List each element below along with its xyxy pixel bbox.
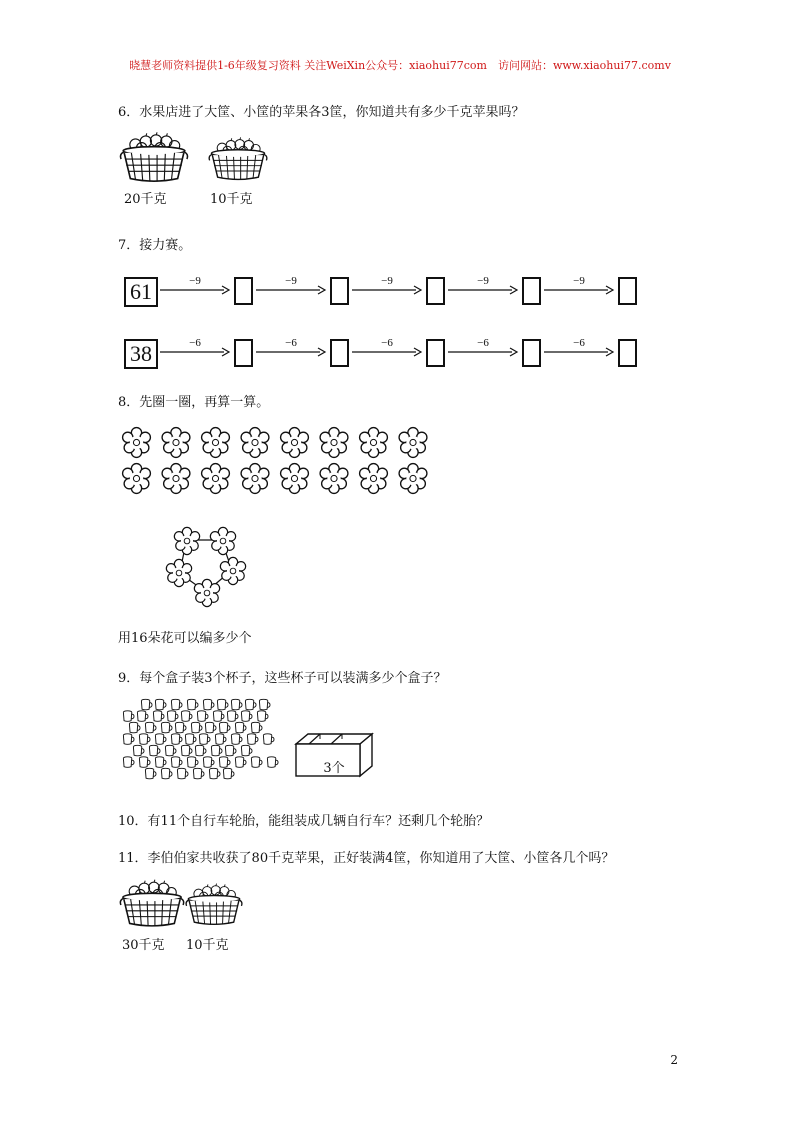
answer-box[interactable] (426, 339, 445, 367)
cup-icon (139, 734, 150, 745)
cup-icon (193, 768, 204, 779)
relay-arrow (446, 277, 520, 303)
cup-icon (195, 745, 206, 756)
cup-icon (217, 699, 228, 710)
cup-icon (231, 699, 242, 710)
cup-icon (123, 734, 134, 745)
cup-icon (181, 745, 192, 756)
relay-arrow (158, 339, 232, 365)
cup-icon (171, 757, 182, 768)
start-number-box: 61 (124, 277, 158, 307)
operation-label: −6 (477, 337, 489, 349)
cup-icon (235, 757, 246, 768)
cup-icon (181, 711, 192, 722)
cup-icon (215, 734, 226, 745)
page-number: 2 (670, 1053, 678, 1067)
cup-icon (223, 768, 234, 779)
small-apple-basket-icon (207, 136, 269, 183)
start-number-box: 38 (124, 339, 158, 369)
answer-box[interactable] (618, 339, 637, 367)
cup-icon (155, 734, 166, 745)
cup-icon (123, 757, 134, 768)
flower-icon (241, 464, 269, 494)
cup-icon (231, 734, 242, 745)
flower-icon (360, 428, 388, 458)
cup-icon (165, 745, 176, 756)
flower-icon (194, 579, 219, 606)
question-9-text: 9．每个盒子装3个杯子，这些杯子可以装满多少个盒子？ (118, 671, 447, 686)
cup-icon (167, 711, 178, 722)
cup-icon (161, 722, 172, 733)
relay-arrow (542, 339, 616, 365)
flower-icon (162, 464, 190, 494)
small-basket-label: 10千克 (210, 192, 253, 207)
cup-icon (161, 768, 172, 779)
cup-icon (199, 734, 210, 745)
cup-icon (251, 757, 262, 768)
flower-grid (118, 424, 438, 498)
big-apple-basket-icon (118, 878, 186, 930)
operation-label: −6 (381, 337, 393, 349)
flower-icon (320, 428, 348, 458)
flower-icon (174, 527, 199, 554)
cup-icon (145, 722, 156, 733)
question-8-prompt: 用16朵花可以编多少个 (118, 631, 252, 646)
cup-icon (197, 711, 208, 722)
flower-icon (210, 527, 235, 554)
operation-label: −9 (381, 275, 393, 287)
flower-icon (399, 464, 427, 494)
operation-label: −6 (285, 337, 297, 349)
flower-icon (166, 559, 191, 586)
cup-icon (137, 711, 148, 722)
flower-icon (162, 428, 190, 458)
cup-icon (171, 734, 182, 745)
flower-icon (360, 464, 388, 494)
answer-box[interactable] (330, 277, 349, 305)
cup-icon (263, 734, 274, 745)
cup-icon (227, 711, 238, 722)
cup-icon (123, 711, 134, 722)
flower-icon (123, 428, 151, 458)
relay-arrow (446, 339, 520, 365)
cup-icon (187, 757, 198, 768)
cup-icon (203, 757, 214, 768)
relay-arrow (350, 339, 424, 365)
relay-arrow (350, 277, 424, 303)
operation-label: −6 (189, 337, 201, 349)
question-7-text: 7．接力赛。 (118, 238, 192, 253)
relay-chain-2 (118, 335, 618, 375)
cup-icon (171, 699, 182, 710)
flower-icon (320, 464, 348, 494)
page-header: 晓慧老师资料提供1-6年级复习资料 关注WeiXin公众号：xiaohui77com 访问网站：www.xiaohui77.comv (129, 59, 671, 72)
answer-box[interactable] (234, 277, 253, 305)
operation-label: −6 (573, 337, 585, 349)
answer-box[interactable] (234, 339, 253, 367)
relay-arrow (254, 339, 328, 365)
cup-icon (187, 699, 198, 710)
question-10-text: 10．有11个自行车轮胎，能组装成几辆自行车？还剩几个轮胎？ (118, 814, 490, 829)
cup-icon (145, 768, 156, 779)
operation-label: −9 (573, 275, 585, 287)
cup-icon (185, 734, 196, 745)
cup-icon (153, 711, 164, 722)
small-apple-basket-icon (184, 880, 244, 930)
big-basket-label: 20千克 (124, 192, 167, 207)
cup-icon (213, 711, 224, 722)
cup-icon (267, 757, 278, 768)
flower-icon (123, 464, 151, 494)
cup-icon (209, 768, 220, 779)
flower-icon (281, 464, 309, 494)
box-capacity-label: 3个 (323, 761, 345, 776)
answer-box[interactable] (330, 339, 349, 367)
cup-icon (141, 699, 152, 710)
cup-icon (149, 745, 160, 756)
cup-icon (129, 722, 140, 733)
answer-box[interactable] (522, 277, 541, 305)
relay-arrow (158, 277, 232, 303)
cup-icon (247, 734, 258, 745)
cup-icon (241, 745, 252, 756)
cups-group (118, 696, 280, 784)
cup-icon (225, 745, 236, 756)
cup-icon (235, 722, 246, 733)
cup-icon (177, 768, 188, 779)
cup-icon (219, 757, 230, 768)
cup-icon (133, 745, 144, 756)
big-basket-label: 30千克 (122, 938, 165, 953)
cup-icon (191, 722, 202, 733)
cup-icon (251, 722, 262, 733)
cup-icon (155, 757, 166, 768)
cup-icon (245, 699, 256, 710)
relay-chain-1 (118, 273, 618, 313)
cup-icon (175, 722, 186, 733)
question-6-text: 6．水果店进了大筐、小筐的苹果各3筐，你知道共有多少千克苹果吗？ (118, 105, 525, 120)
cup-icon (211, 745, 222, 756)
cup-icon (205, 722, 216, 733)
small-basket-label: 10千克 (186, 938, 229, 953)
flower-icon (281, 428, 309, 458)
cup-icon (155, 699, 166, 710)
cup-icon (139, 757, 150, 768)
operation-label: −9 (477, 275, 489, 287)
flower-icon (202, 428, 230, 458)
cup-icon (259, 699, 270, 710)
relay-arrow (254, 277, 328, 303)
flower-icon (399, 428, 427, 458)
flower-icon (202, 464, 230, 494)
relay-arrow (542, 277, 616, 303)
answer-box[interactable] (618, 277, 637, 305)
operation-label: −9 (189, 275, 201, 287)
question-8-text: 8．先圈一圈，再算一算。 (118, 395, 270, 410)
flower-wreath (162, 524, 254, 608)
question-11-text: 11．李伯伯家共收获了80千克苹果，正好装满4筐，你知道用了大筐、小筐各几个吗？ (118, 851, 615, 866)
flower-icon (241, 428, 269, 458)
big-apple-basket-icon (118, 131, 190, 185)
cup-icon (241, 711, 252, 722)
flower-icon (220, 557, 245, 584)
cup-icon (219, 722, 230, 733)
cup-icon (257, 711, 268, 722)
answer-box[interactable] (522, 339, 541, 367)
operation-label: −9 (285, 275, 297, 287)
answer-box[interactable] (426, 277, 445, 305)
cup-icon (203, 699, 214, 710)
